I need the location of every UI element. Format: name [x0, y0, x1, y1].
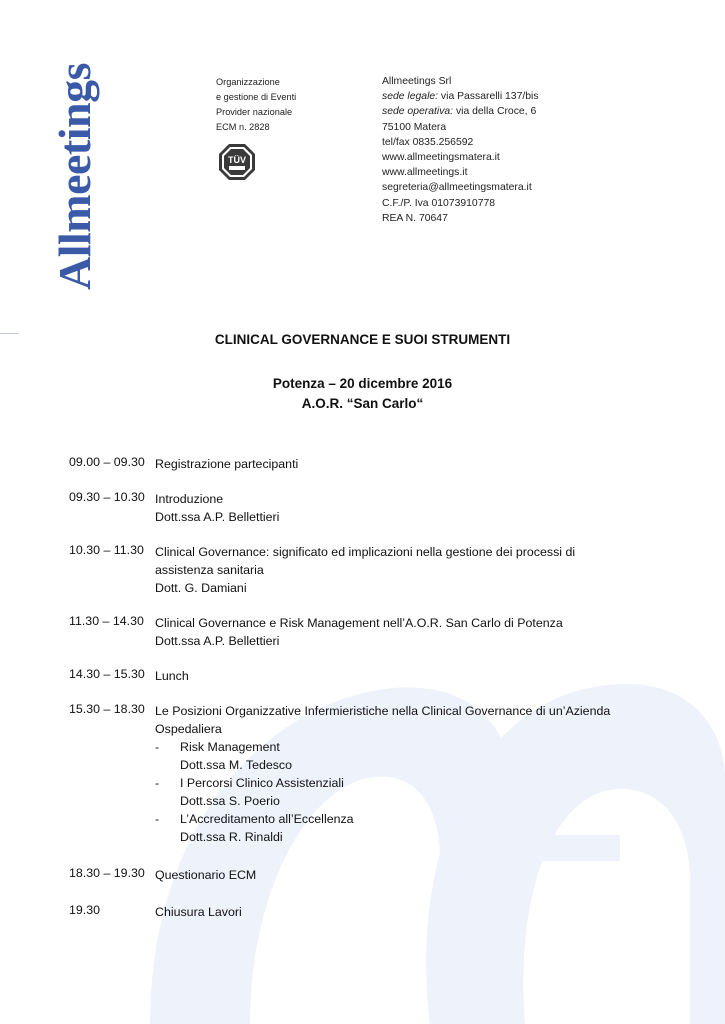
schedule-time: 15.30 – 18.30 [69, 702, 145, 716]
company-phone: tel/fax 0835.256592 [382, 136, 474, 148]
allmeetings-logo [38, 62, 108, 300]
logo-wordmark: Allmeetings [49, 62, 100, 290]
org-line: Provider nazionale [216, 107, 293, 117]
bullet-dash: - [155, 776, 160, 790]
schedule-row [69, 903, 669, 921]
schedule-text: Le Posizioni Organizzative Infermieristiche nella Clinical Governance di un’Azienda [155, 704, 611, 718]
schedule-text: Introduzione [155, 492, 224, 506]
schedule-time: 14.30 – 15.30 [69, 667, 145, 681]
subitem-topic: I Percorsi Clinico Assistenziali [180, 776, 344, 790]
program-schedule [69, 455, 669, 921]
schedule-row [69, 866, 669, 884]
subitem-topic: Risk Management [180, 740, 280, 754]
company-name: Allmeetings Srl [382, 76, 452, 87]
event-place-date: Potenza – 20 dicembre 2016 [272, 376, 453, 391]
subitem-topic: L’Accreditamento all’Eccellenza [180, 812, 354, 826]
schedule-time: 10.30 – 11.30 [69, 543, 144, 557]
schedule-text: Clinical Governance: significato ed implicazioni nella gestione dei processi di [155, 545, 576, 559]
schedule-time: 09.00 – 09.30 [69, 455, 145, 469]
company-city: 75100 Matera [382, 121, 447, 133]
tuv-label: TÜV [228, 155, 246, 165]
schedule-text: Registrazione partecipanti [155, 457, 299, 471]
schedule-text: Clinical Governance e Risk Management nell’A.O.R. San Carlo di Potenza [155, 616, 563, 630]
schedule-text: Chiusura Lavori [155, 905, 242, 919]
org-line: ECM n. 2828 [216, 122, 270, 132]
bullet-dash: - [155, 740, 160, 754]
schedule-row [69, 543, 669, 597]
company-info [382, 74, 539, 226]
company-rea: REA N. 70647 [382, 212, 448, 224]
org-line: Organizzazione [216, 77, 280, 87]
schedule-text: assistenza sanitaria [155, 563, 264, 577]
subitem-speaker: Dott.ssa R. Rinaldi [180, 830, 283, 844]
subitem [155, 774, 669, 810]
company-website[interactable]: www.allmeetingsmatera.it [382, 152, 500, 164]
schedule-time: 11.30 – 14.30 [69, 614, 144, 628]
schedule-speaker: Dott.ssa A.P. Bellettieri [155, 634, 280, 648]
schedule-time: 19.30 [69, 903, 101, 917]
event-place-venue [0, 374, 725, 414]
schedule-speaker: Dott. G. Damiani [155, 581, 247, 595]
company-vat: C.F./P. Iva 01073910778 [382, 197, 496, 209]
schedule-row [69, 614, 669, 650]
schedule-time: 09.30 – 10.30 [69, 490, 145, 504]
operative-address: sede operativa: via della Croce, 6 [382, 106, 537, 118]
company-website[interactable]: www.allmeetings.it [382, 167, 468, 179]
event-venue: A.O.R. “San Carlo“ [301, 396, 424, 411]
legal-address: sede legale: via Passarelli 137/bis [382, 91, 539, 103]
subitem [155, 810, 669, 846]
company-email[interactable]: segreteria@allmeetingsmatera.it [382, 182, 532, 194]
tuv-sud-badge-icon [218, 143, 256, 181]
schedule-text: Ospedaliera [155, 722, 222, 736]
schedule-text: Lunch [155, 669, 189, 683]
subitem [155, 738, 669, 774]
event-title: CLINICAL GOVERNANCE E SUOI STRUMENTI [214, 332, 511, 347]
organization-info [216, 75, 296, 135]
schedule-speaker: Dott.ssa A.P. Bellettieri [155, 510, 280, 524]
bullet-dash: - [155, 812, 160, 826]
org-line: e gestione di Eventi [216, 92, 297, 102]
schedule-text: Questionario ECM [155, 868, 257, 882]
schedule-row [69, 455, 669, 473]
schedule-time: 18.30 – 19.30 [69, 866, 145, 880]
schedule-row [69, 702, 669, 846]
subitem-speaker: Dott.ssa S. Poerio [180, 794, 280, 808]
schedule-row [69, 490, 669, 526]
schedule-row [69, 667, 669, 685]
subitem-speaker: Dott.ssa M. Tedesco [180, 758, 293, 772]
